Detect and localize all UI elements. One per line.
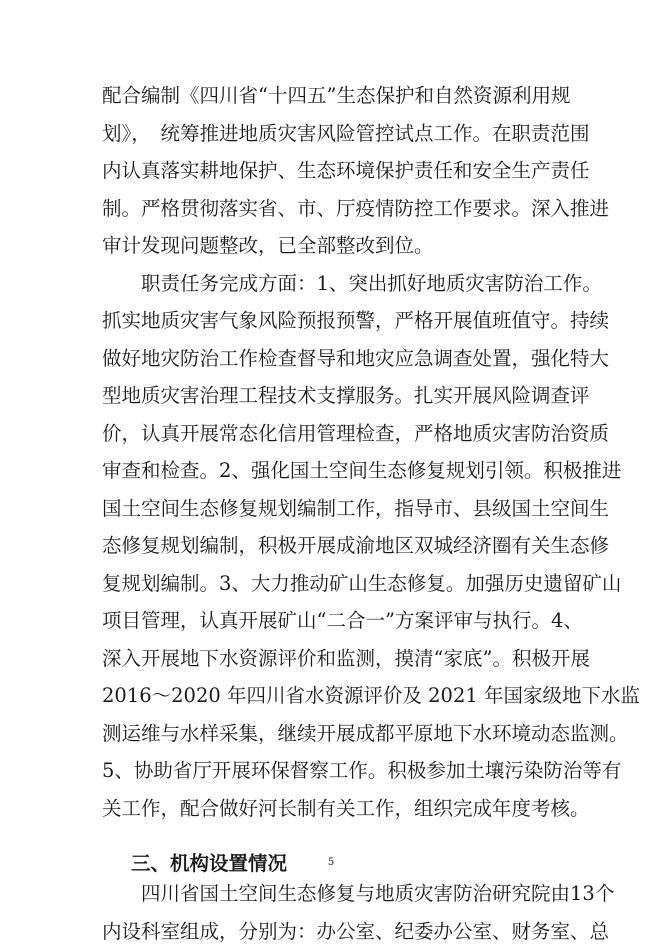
paragraph-2-line-6: 审查和检查。2、强化国土空间生态修复规划引领。积极推进 xyxy=(102,459,622,482)
paragraph-2-line-11: 深入开展地下水资源评价和监测，摸清“家底”。积极开展 xyxy=(102,646,590,670)
paragraph-2-line-10: 项目管理，认真开展矿山“二合一”方案评审与执行。4、 xyxy=(102,609,583,632)
paragraph-2-line-13: 测运维与水样采集，继续开展成都平原地下水环境动态监测。 xyxy=(102,721,629,745)
paragraph-3-line-2: 内设科室组成，分别为：办公室、纪委办公室、财务室、总 xyxy=(102,919,610,943)
paragraph-2-line-12: 2016～2020 年四川省水资源评价及 2021 年国家级地下水监 xyxy=(102,684,640,707)
paragraph-2-line-4: 型地质灾害治理工程技术支撑服务。扎实开展风险调查评 xyxy=(102,384,590,407)
page-number: 5 xyxy=(327,857,335,868)
paragraph-2-line-14: 5、协助省厅开展环保督察工作。积极参加土壤污染防治等有 xyxy=(102,759,622,782)
section-heading: 三、机构设置情况 xyxy=(131,852,288,875)
paragraph-2-line-9: 复规划编制。3、大力推动矿山生态修复。加强历史遗留矿山 xyxy=(102,571,622,595)
paragraph-2-line-1: 职责任务完成方面：1、突出抓好地质灾害防治工作。 xyxy=(102,271,602,295)
paragraph-1-line-4: 制。严格贯彻落实省、市、厅疫情防控工作要求。深入推进 xyxy=(102,196,610,220)
paragraph-1-line-2: 划》， 统筹推进地质灾害风险管控试点工作。在职责范围 xyxy=(102,121,590,145)
paragraph-2-line-2: 抓实地质灾害气象风险预报预警，严格开展值班值守。持续 xyxy=(102,309,610,332)
paragraph-3-line-1: 四川省国土空间生态修复与地质灾害防治研究院由13个 xyxy=(102,882,615,905)
paragraph-2-line-15: 关工作，配合做好河长制有关工作，组织完成年度考核。 xyxy=(102,796,590,820)
paragraph-2-line-5: 价，认真开展常态化信用管理检查，严格地质灾害防治资质 xyxy=(102,421,610,445)
paragraph-1-line-1: 配合编制《四川省“十四五”生态保护和自然资源利用规 xyxy=(102,84,571,107)
paragraph-2-line-8: 态修复规划编制，积极开展成渝地区双城经济圈有关生态修 xyxy=(102,534,610,557)
paragraph-2-line-7: 国土空间生态修复规划编制工作，指导市、县级国土空间生 xyxy=(102,496,610,520)
paragraph-1-line-5: 审计发现问题整改，已全部整改到位。 xyxy=(102,234,434,257)
paragraph-1-line-3: 内认真落实耕地保护、生态环境保护责任和安全生产责任 xyxy=(102,159,590,182)
paragraph-2-line-3: 做好地灾防治工作检查督导和地灾应急调查处置，强化特大 xyxy=(102,346,610,370)
